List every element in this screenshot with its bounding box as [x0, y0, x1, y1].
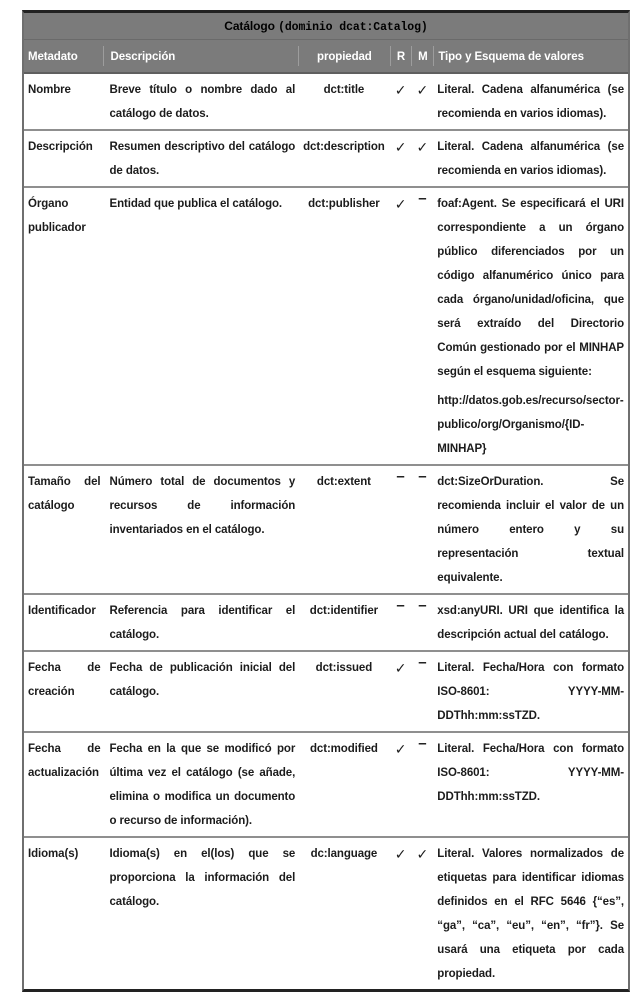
catalog-metadata-table [22, 10, 630, 992]
r-mark: ✓ [394, 741, 407, 757]
table-header-row [24, 40, 628, 74]
table-row [24, 74, 628, 131]
tipo-paragraph: Literal. Cadena alfanumérica (se recomienda en varios idiomas). [437, 84, 624, 120]
header-propiedad: propiedad [298, 46, 389, 66]
cell-propiedad: dct:publisher [308, 198, 380, 210]
r-mark: ✓ [394, 846, 407, 862]
tipo-paragraph: http://datos.gob.es/recurso/sector-publico/org/Organismo/{ID- MINHAP} [437, 395, 624, 455]
m-mark: – [418, 735, 427, 752]
table-title-domain: (dominio dcat:Catalog) [278, 21, 428, 34]
cell-tipo-esquema [433, 131, 628, 186]
tipo-paragraph: dct:SizeOrDuration. Se recomienda incluir el valor de un número entero y su representación textual equivalente. [437, 476, 624, 584]
m-mark: ✓ [416, 846, 429, 862]
tipo-paragraph: Literal. Fecha/Hora con formato ISO-8601: YYYY-MM-DDThh:mm:ssTZD. [437, 743, 624, 803]
tipo-paragraph: Literal. Fecha/Hora con formato ISO-8601: YYYY-MM-DDThh:mm:ssTZD. [437, 662, 624, 722]
header-tipo-esquema: Tipo y Esquema de valores [433, 46, 628, 66]
cell-tipo-esquema [433, 652, 628, 731]
tipo-paragraph: Literal. Cadena alfanumérica (se recomienda en varios idiomas). [437, 141, 624, 177]
table-row [24, 595, 628, 652]
r-mark: ✓ [394, 196, 407, 212]
cell-descripcion: Referencia para identificar el catálogo. [109, 605, 296, 641]
cell-descripcion: Fecha en la que se modificó por última vez el catálogo (se añade, elimina o modifica un documento o recurso de información). [109, 743, 296, 827]
table-row [24, 733, 628, 838]
cell-tipo-esquema [433, 74, 628, 129]
cell-metadato: Descripción [28, 141, 93, 153]
cell-tipo-esquema [433, 733, 628, 836]
cell-descripcion: Resumen descriptivo del catálogo de datos. [109, 141, 296, 177]
table-row [24, 652, 628, 733]
table-title-text: Catálogo [224, 19, 279, 33]
cell-metadato: Idioma(s) [28, 848, 79, 860]
cell-propiedad: dct:identifier [309, 605, 379, 617]
m-mark: – [418, 654, 427, 671]
header-metadato: Metadato [28, 50, 78, 63]
cell-tipo-esquema [433, 466, 628, 593]
header-descripcion: Descripción [103, 46, 298, 66]
cell-propiedad: dct:extent [316, 476, 371, 488]
cell-metadato: Fecha de creación [28, 662, 101, 698]
m-mark: – [418, 597, 427, 614]
cell-metadato: Fecha de actualización [28, 743, 101, 779]
table-title [24, 13, 628, 40]
cell-descripcion: Fecha de publicación inicial del catálogo. [109, 662, 296, 698]
tipo-paragraph: Literal. Valores normalizados de etiquetas para identificar idiomas definidos en el RFC 5646 {“es”, “ga”, “ca”, “eu”, “en”, “fr”}. Se usará una etiqueta por cada propiedad. [437, 848, 624, 980]
r-mark: – [396, 597, 405, 614]
cell-propiedad: dct:modified [310, 743, 378, 755]
m-mark: ✓ [416, 82, 429, 98]
cell-propiedad: dc:language [310, 848, 378, 860]
cell-propiedad: dct:description [303, 141, 385, 153]
r-mark: ✓ [394, 660, 407, 676]
cell-descripcion: Número total de documentos y recursos de información inventariados en el catálogo. [109, 476, 296, 536]
cell-descripcion: Idioma(s) en el(los) que se proporciona la información del catálogo. [109, 848, 296, 908]
table-row [24, 466, 628, 595]
table-row [24, 131, 628, 188]
tipo-paragraph: foaf:Agent. Se especificará el URI correspondiente a un órgano público diferenciados por un código alfanumérico único para cada órgano/unidad/oficina, que será extraído del Directorio Común gestionado por el MINHAP según el esquema siguiente: [437, 198, 624, 378]
table-body [24, 74, 628, 989]
cell-descripcion: Breve título o nombre dado al catálogo de datos. [109, 84, 296, 120]
cell-metadato: Identificador [28, 605, 96, 617]
table-row [24, 188, 628, 466]
table-row [24, 838, 628, 989]
cell-propiedad: dct:issued [315, 662, 373, 674]
r-mark: – [396, 468, 405, 485]
tipo-paragraph: xsd:anyURI. URI que identifica la descripción actual del catálogo. [437, 605, 624, 641]
cell-descripcion: Entidad que publica el catálogo. [109, 198, 283, 210]
cell-tipo-esquema [433, 838, 628, 989]
cell-metadato: Nombre [28, 84, 71, 96]
cell-tipo-esquema [433, 595, 628, 650]
header-r: R [390, 46, 412, 66]
r-mark: ✓ [394, 139, 407, 155]
header-m: M [411, 46, 433, 66]
m-mark: ✓ [416, 139, 429, 155]
m-mark: – [418, 468, 427, 485]
m-mark: – [418, 190, 427, 207]
cell-metadato: Tamaño del catálogo [28, 476, 101, 512]
cell-metadato: Órgano publicador [28, 198, 86, 234]
cell-tipo-esquema [433, 188, 628, 464]
cell-propiedad: dct:title [323, 84, 365, 96]
r-mark: ✓ [394, 82, 407, 98]
